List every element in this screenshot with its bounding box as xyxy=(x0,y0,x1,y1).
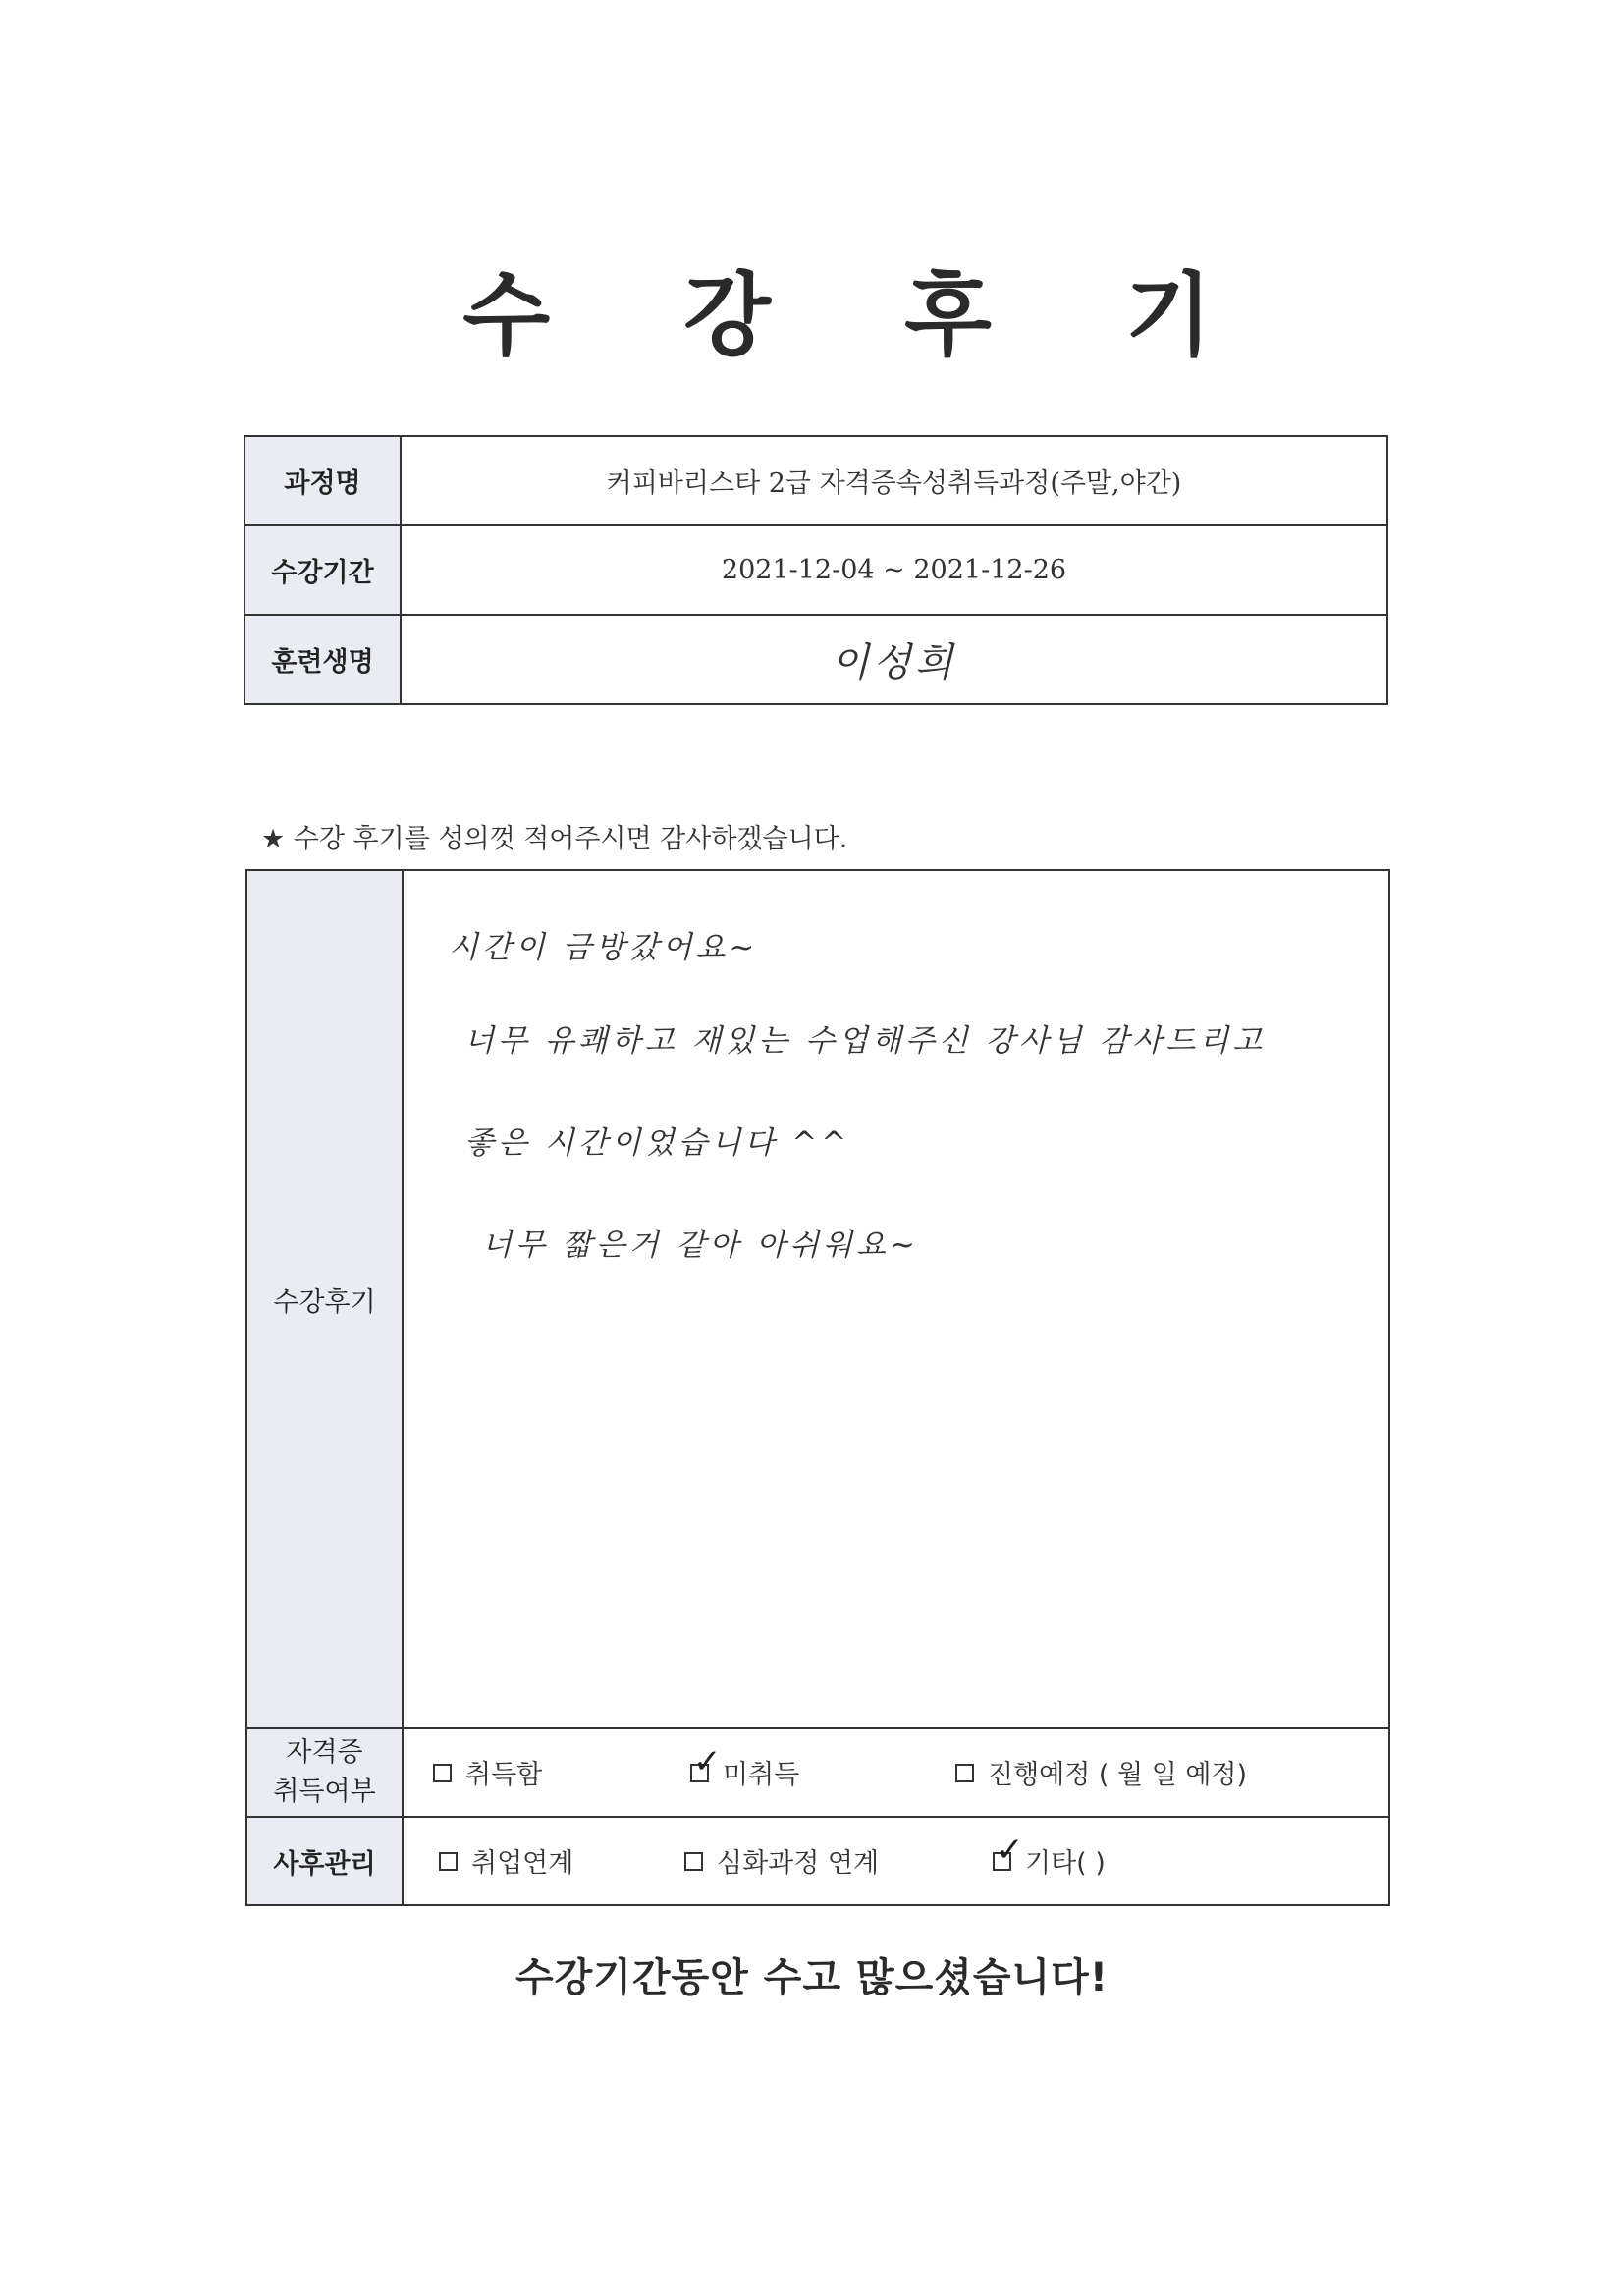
option-label: 미취득 xyxy=(723,1760,800,1790)
certificate-option-obtained[interactable] xyxy=(433,1753,542,1791)
course-value: 커피바리스타 2급 자격증속성취득과정(주말,야간) xyxy=(401,436,1387,525)
option-label: 취득함 xyxy=(465,1760,543,1790)
course-info-table xyxy=(244,435,1388,705)
followup-row xyxy=(246,1817,1389,1905)
check-mark-icon: ✓ xyxy=(693,1742,722,1781)
checkbox[interactable] xyxy=(439,1852,458,1871)
certificate-option-planned[interactable] xyxy=(955,1753,1247,1791)
course-label: 과정명 xyxy=(244,436,401,525)
trainee-name-handwritten: 이성희 xyxy=(401,615,1387,704)
closing-message: 수강기간동안 수고 많으셨습니다! xyxy=(514,1955,1110,2000)
checkbox-checked[interactable] xyxy=(690,1742,722,1782)
review-line: 좋은 시간이었습니다 ^^ xyxy=(464,1125,851,1161)
trainee-label: 훈련생명 xyxy=(244,615,401,704)
check-mark-icon: ✓ xyxy=(996,1831,1024,1870)
certificate-row xyxy=(246,1728,1389,1817)
certificate-label-line1: 자격증 xyxy=(286,1737,363,1768)
trainee-row xyxy=(244,615,1387,704)
checkbox[interactable] xyxy=(684,1852,703,1871)
period-row xyxy=(244,525,1387,615)
certificate-option-not-obtained[interactable] xyxy=(690,1742,800,1791)
followup-option-advanced-course[interactable] xyxy=(684,1841,879,1880)
option-label: 기타( ) xyxy=(1025,1848,1106,1879)
option-label: 심화과정 연계 xyxy=(717,1848,880,1879)
review-table xyxy=(245,869,1390,1906)
checkbox-checked[interactable] xyxy=(993,1831,1024,1871)
period-value: 2021-12-04 ~ 2021-12-26 xyxy=(401,525,1387,615)
option-label: 진행예정 ( 월 일 예정) xyxy=(988,1760,1248,1790)
certificate-label-line2: 취득여부 xyxy=(273,1777,376,1807)
review-line: 시간이 금방갔어요~ xyxy=(449,930,759,965)
certificate-label xyxy=(246,1728,403,1817)
option-label: 취업연계 xyxy=(471,1848,574,1879)
followup-option-employment[interactable] xyxy=(439,1841,573,1880)
followup-options xyxy=(403,1817,1389,1905)
certificate-options xyxy=(403,1728,1389,1817)
notice-text: ★ 수강 후기를 성의껏 적어주시면 감사하겠습니다. xyxy=(261,824,848,854)
course-row xyxy=(244,436,1387,525)
followup-option-other[interactable] xyxy=(993,1831,1106,1880)
review-label: 수강후기 xyxy=(246,870,403,1728)
review-row xyxy=(246,870,1389,1728)
checkbox[interactable] xyxy=(433,1764,452,1782)
review-body xyxy=(403,870,1389,1728)
followup-label: 사후관리 xyxy=(246,1817,403,1905)
review-line: 너무 유쾌하고 재있는 수업해주신 강사님 감사드리고 xyxy=(464,1023,1267,1059)
period-label: 수강기간 xyxy=(244,525,401,615)
review-line: 너무 짧은거 같아 아쉬워요~ xyxy=(482,1228,919,1263)
page-title: 수 강 후 기 xyxy=(462,263,1264,368)
checkbox[interactable] xyxy=(955,1764,974,1782)
